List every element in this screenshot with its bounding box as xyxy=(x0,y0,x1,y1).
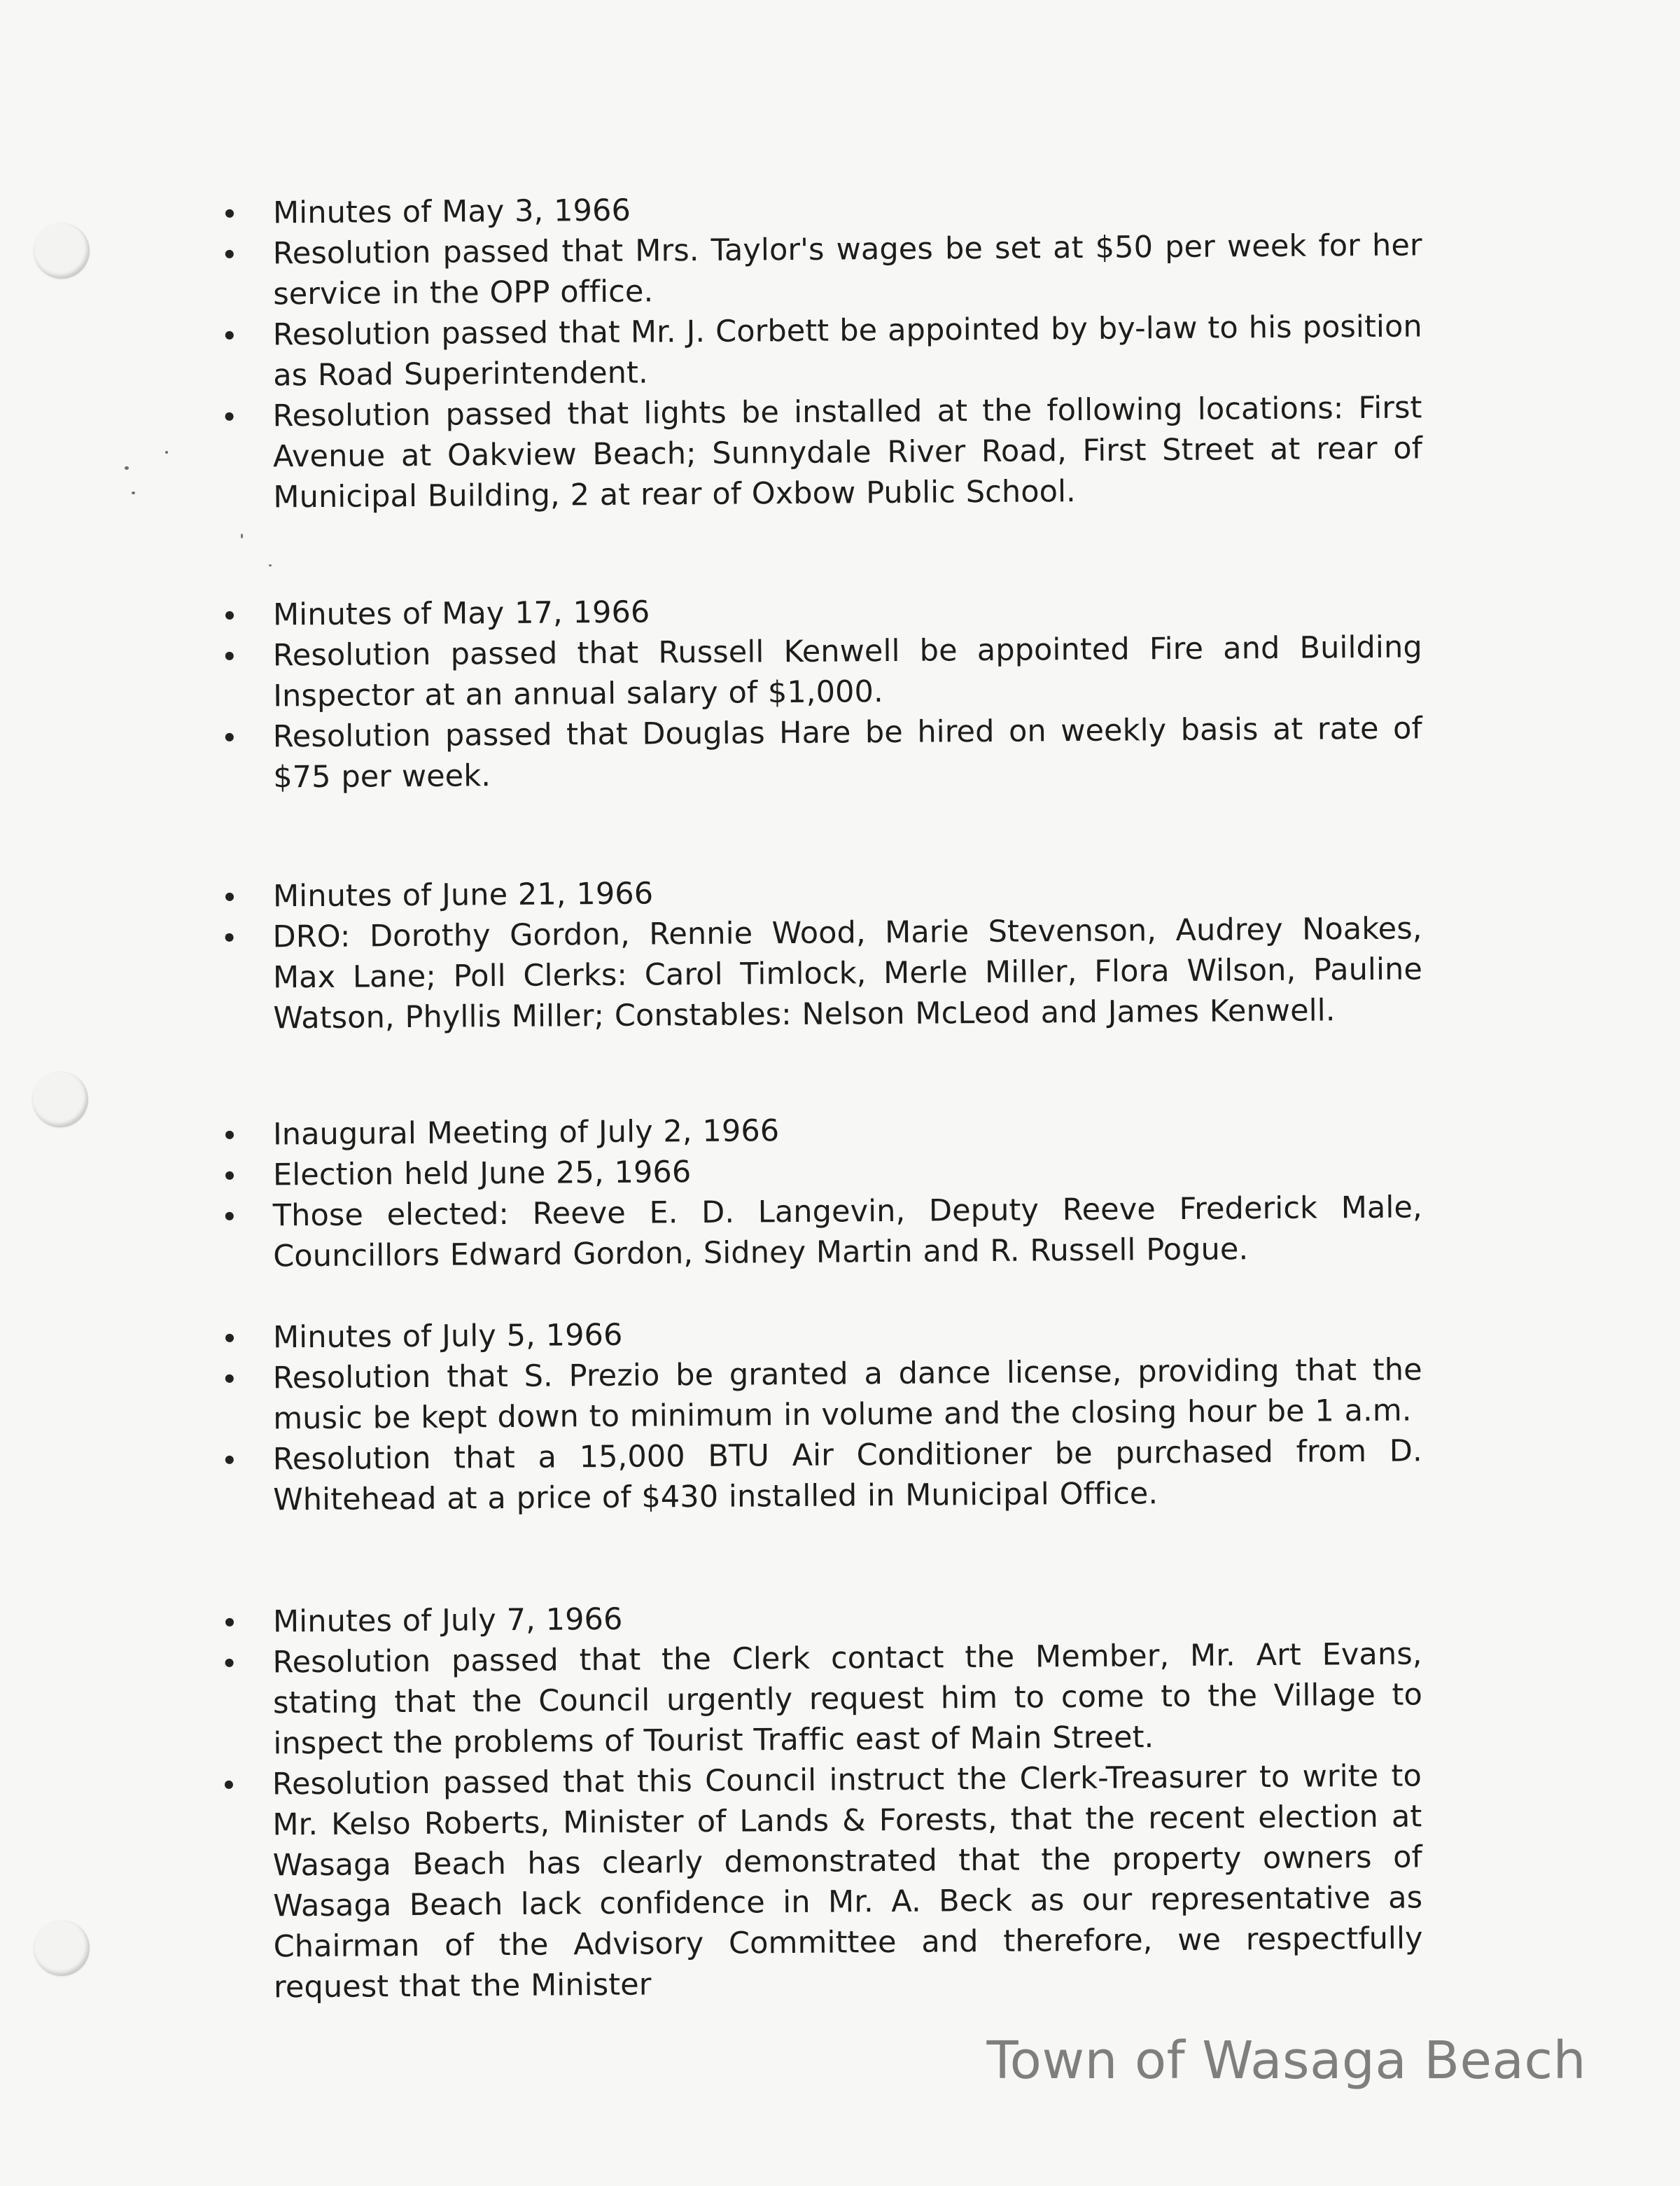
bullet-icon xyxy=(225,1374,234,1383)
scan-speck xyxy=(269,564,272,566)
list-item xyxy=(218,908,1422,1039)
item-text: DRO: Dorothy Gordon, Rennie Wood, Marie Stevenson, Audrey Noakes, Max Lane; Poll Clerks: Carol Timlock, Merle Miller, Flora Wilson, Pauline Watson, Phyllis Miller; Constables: Nelson McLeod and James Kenwell. xyxy=(272,911,1423,1036)
bullet-icon xyxy=(225,1456,234,1464)
bullet-icon xyxy=(225,1171,234,1180)
item-text: Resolution passed that lights be installed at the following locations: First Avenue at Oakview Beach; Sunnydale River Road, First Street at rear of Municipal Building, 2 at rear of Oxbow Public School. xyxy=(272,390,1423,515)
inaugural-meeting-section xyxy=(218,1115,1422,1277)
bullet-icon xyxy=(225,652,234,660)
minutes-section-may-17 xyxy=(218,595,1422,798)
minutes-section-july-5 xyxy=(218,1318,1422,1521)
item-text: Election held June 25, 1966 xyxy=(272,1155,692,1193)
minutes-section-june-21 xyxy=(218,877,1422,1039)
bullet-icon xyxy=(225,611,234,620)
item-text: Minutes of July 7, 1966 xyxy=(272,1601,623,1640)
punch-hole xyxy=(32,1071,88,1127)
list-item xyxy=(218,306,1423,396)
bullet-icon xyxy=(225,1212,234,1220)
item-text: Resolution passed that Mr. J. Corbett be appointed by by-law to his position as Road Superintendent. xyxy=(272,309,1422,394)
item-text: Resolution that a 15,000 BTU Air Conditioner be purchased from D. Whitehead at a price of $430 installed in Municipal Office. xyxy=(272,1433,1422,1518)
item-text: Resolution passed that the Clerk contact the Member, Mr. Art Evans, stating that the Council urgently request him to come to the Village to inspect the problems of Tourist Traffic east of Main Street. xyxy=(272,1636,1423,1762)
bullet-icon xyxy=(225,250,234,258)
item-text: Minutes of May 17, 1966 xyxy=(272,594,650,633)
item-text: Resolution passed that Douglas Hare be hired on weekly basis at rate of $75 per week. xyxy=(272,711,1422,795)
bullet-icon xyxy=(225,1334,234,1342)
item-text: Minutes of June 21, 1966 xyxy=(272,876,654,914)
bullet-icon xyxy=(225,412,234,421)
item-text: Resolution passed that Mrs. Taylor's wages be set at $50 per week for her service in the OPP office. xyxy=(272,228,1422,312)
scan-speck xyxy=(241,534,243,538)
list-item xyxy=(218,1430,1423,1521)
minutes-section-july-7 xyxy=(218,1602,1422,2008)
bullet-icon xyxy=(225,893,234,901)
bullet-icon xyxy=(225,209,234,218)
bullet-icon xyxy=(225,1131,234,1139)
bullet-icon xyxy=(225,1659,234,1667)
list-item xyxy=(218,1187,1423,1277)
scan-speck xyxy=(132,492,135,494)
item-text: Inaugural Meeting of July 2, 1966 xyxy=(272,1113,780,1153)
item-text: Those elected: Reeve E. D. Langevin, Deputy Reeve Frederick Male, Councillors Edward Gordon, Sidney Martin and R. Russell Pogue. xyxy=(272,1190,1422,1274)
bullet-icon xyxy=(225,1618,234,1627)
list-item xyxy=(218,1349,1423,1440)
item-text: Minutes of May 3, 1966 xyxy=(272,193,631,231)
bullet-icon xyxy=(225,933,234,942)
item-text: Resolution that S. Prezio be granted a dance license, providing that the music be kept down to minimum in volume and the closing hour be 1 a.m. xyxy=(272,1352,1422,1437)
item-text: Resolution passed that this Council instruct the Clerk-Treasurer to write to Mr. Kelso Roberts, Minister of Lands & Forests, that the recent election at Wasaga Beach has clearly demonstrated that the property owners of Wasaga Beach lack confidence in Mr. A. Beck as our representative as Chairman of the Advisory Committee and therefore, we respectfully request that the Minister xyxy=(272,1758,1423,2005)
list-item xyxy=(218,225,1423,315)
town-watermark: Town of Wasaga Beach xyxy=(986,2031,1586,2091)
scan-speck xyxy=(165,451,168,454)
punch-hole xyxy=(34,223,90,279)
list-item xyxy=(218,387,1422,518)
list-item xyxy=(218,1755,1424,2008)
list-item xyxy=(218,1634,1422,1764)
item-text: Minutes of July 5, 1966 xyxy=(272,1317,623,1356)
bullet-icon xyxy=(225,331,234,340)
punch-hole xyxy=(34,1920,90,1976)
minutes-section-may-3 xyxy=(218,193,1422,518)
item-text: Resolution passed that Russell Kenwell be appointed Fire and Building Inspector at an annual salary of $1,000. xyxy=(272,629,1422,714)
scan-speck xyxy=(125,466,129,470)
bullet-icon xyxy=(225,1781,233,1789)
list-item xyxy=(218,627,1423,717)
bullet-icon xyxy=(225,733,234,742)
list-item xyxy=(218,708,1423,798)
